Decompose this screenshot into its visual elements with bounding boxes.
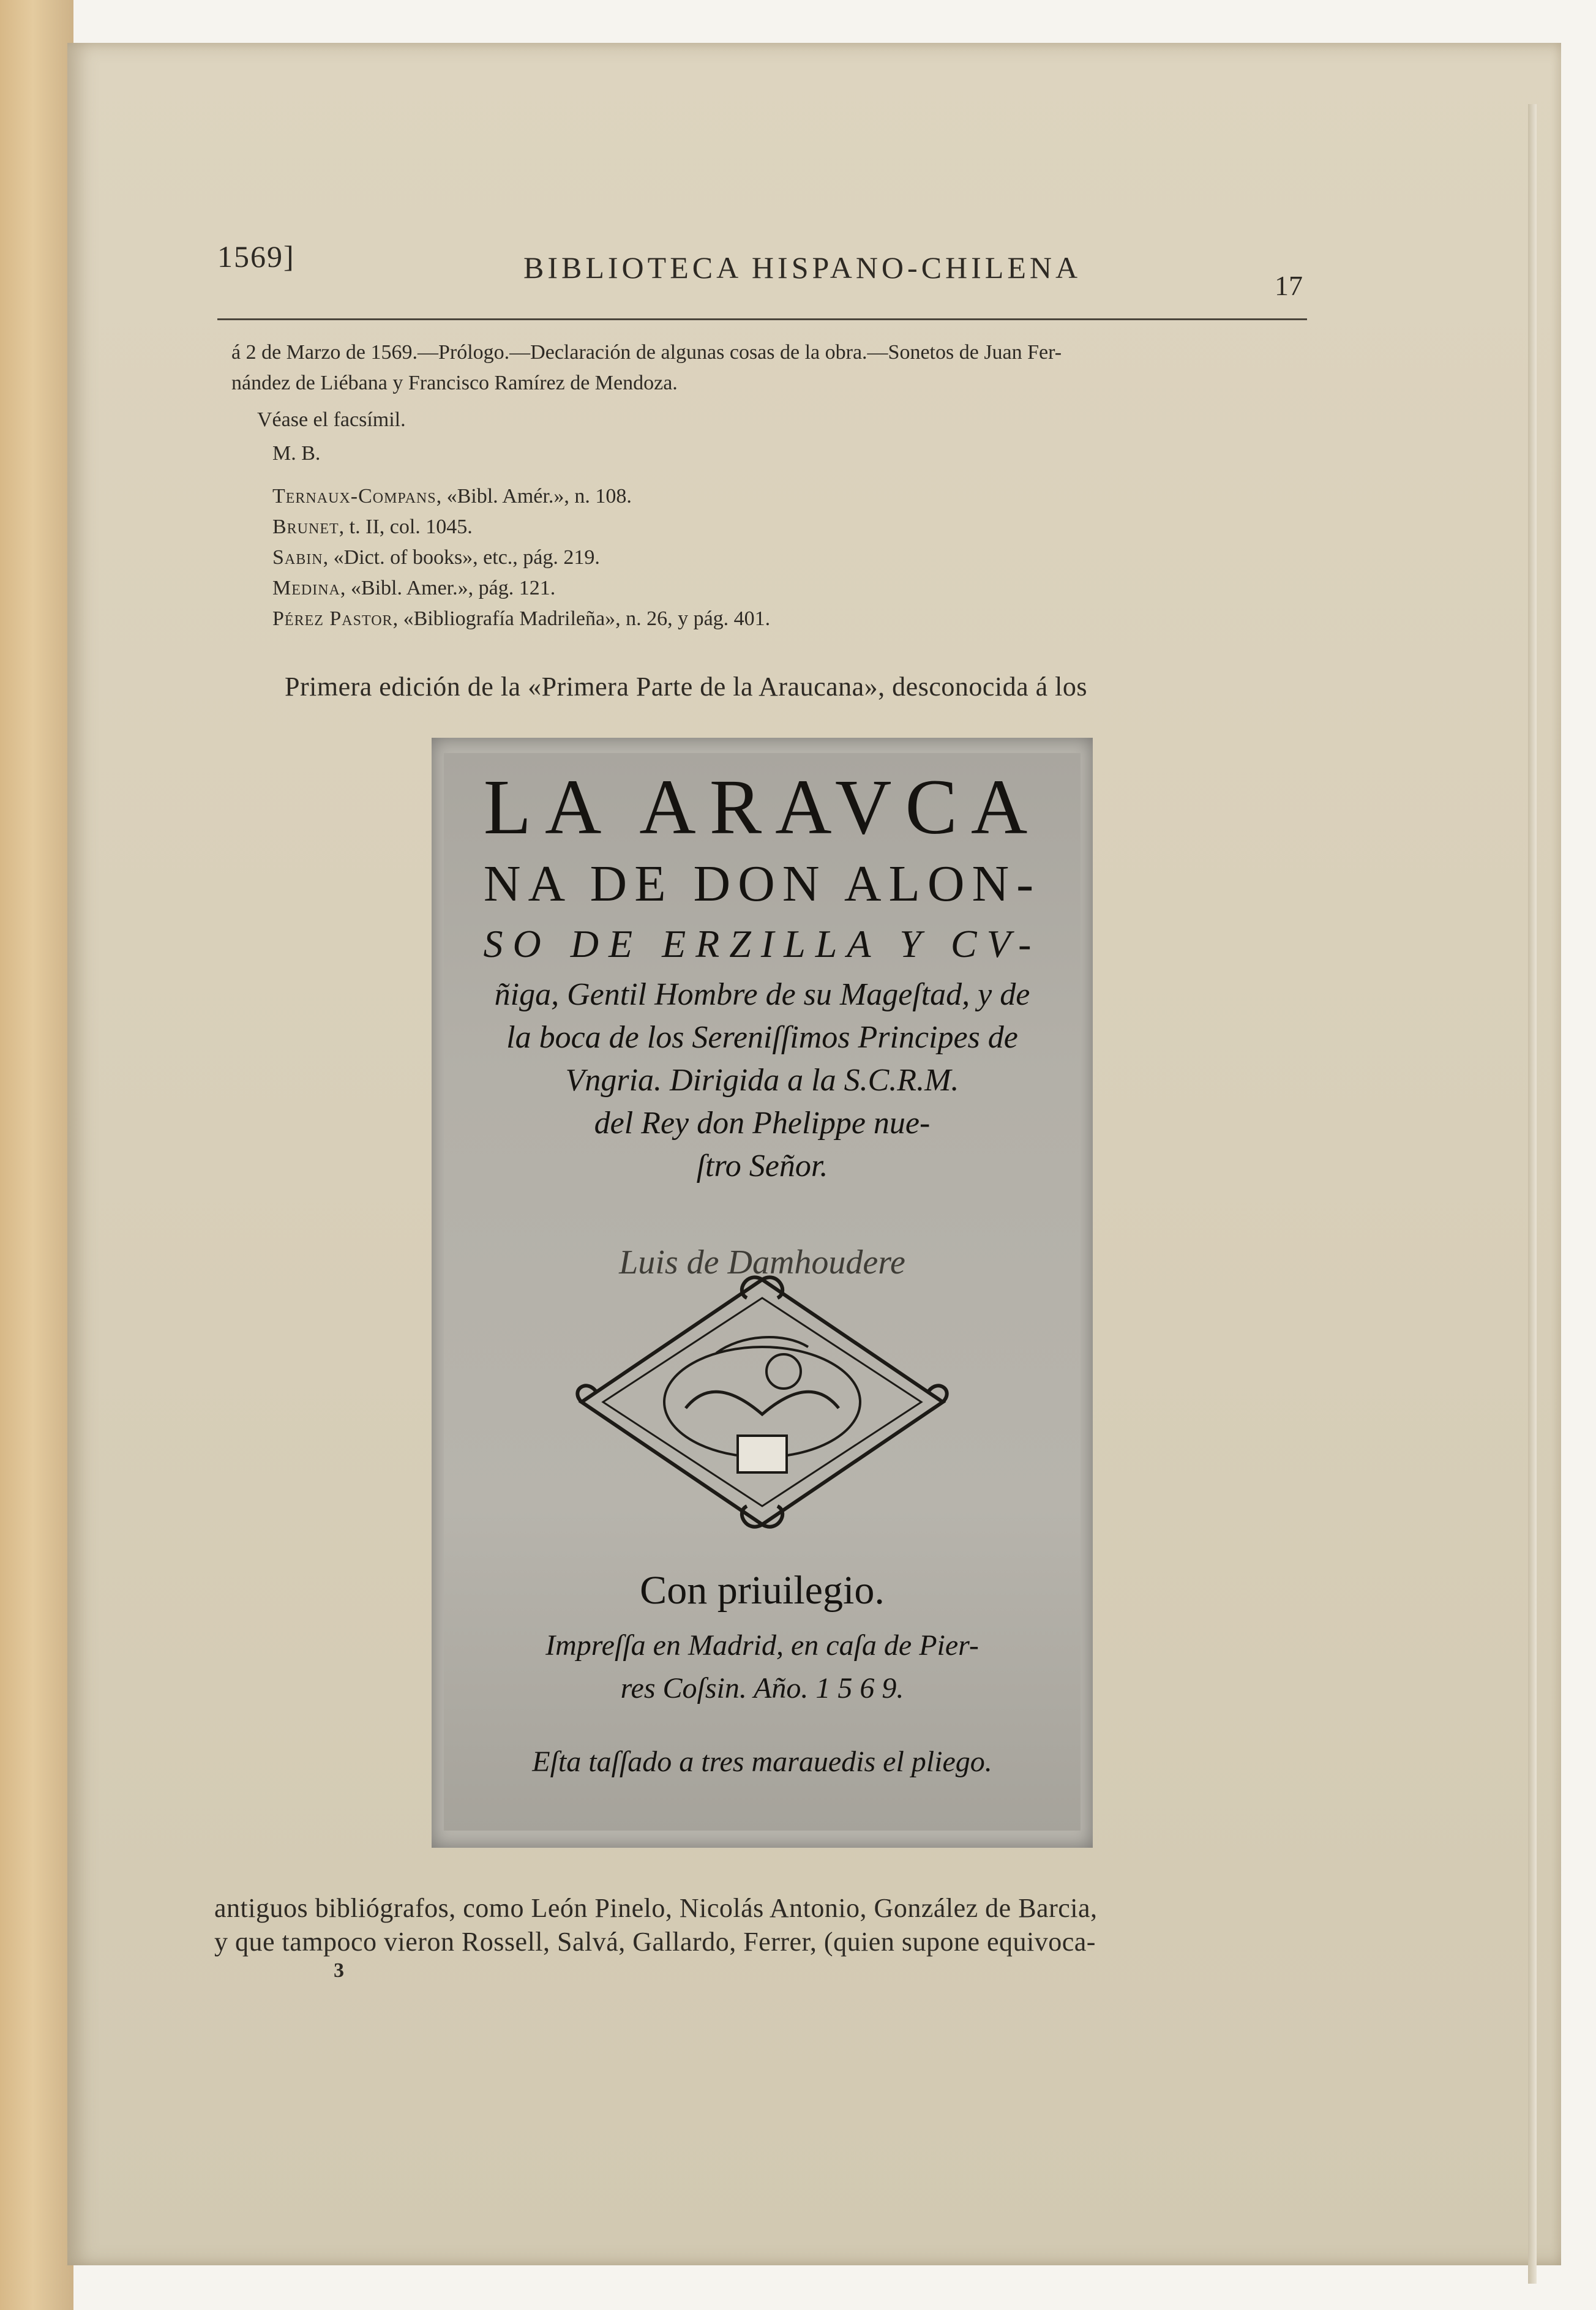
body-line-2: antiguos bibliógrafos, como León Pinelo, Nicolás Antonio, González de Barcia,	[214, 1893, 1098, 1923]
title-page-facsimile	[432, 738, 1093, 1848]
facsimile-text-line-4: ñiga, Gentil Hombre de su Mageſtad, y de	[494, 977, 1030, 1012]
signature-mark: 3	[334, 1959, 344, 1982]
imprint-line-1: Impreſſa en Madrid, en caſa de Pier-	[545, 1629, 979, 1662]
reference-item	[272, 606, 770, 632]
facsimile-text-line-5: la boca de los Sereniſſimos Principes de	[506, 1020, 1018, 1055]
owner-signature: Luis de Damhoudere	[619, 1243, 905, 1281]
reference-item	[272, 545, 600, 571]
imprint-line-2: res Coſsin. Año. 1 5 6 9.	[620, 1672, 904, 1704]
reference-author: Medina	[272, 577, 340, 599]
facsimile-note: Véase el facsímil.	[257, 408, 406, 431]
reference-detail: , «Bibliografía Madrileña», n. 26, y pág. 401.	[392, 607, 771, 630]
facsimile-title-line-1: LA ARAVCA	[483, 763, 1041, 850]
facsimile-title-line-3: SO DE ERZILLA Y CV-	[483, 922, 1041, 966]
running-header	[217, 239, 1307, 300]
facsimile-plate	[444, 753, 1081, 1831]
facsimile-title-line-2: NA DE DON ALON-	[483, 855, 1041, 912]
reference-author: Ternaux-Compans	[272, 485, 436, 508]
page-number: 17	[1275, 270, 1303, 301]
reference-author: Sabin	[272, 546, 323, 569]
reference-item	[272, 576, 555, 601]
page-edge	[1528, 104, 1537, 2284]
printer-device-emblem	[563, 1273, 961, 1531]
reference-detail: , «Bibl. Amér.», n. 108.	[436, 485, 632, 508]
reference-detail: , t. II, col. 1045.	[339, 516, 473, 538]
facsimile-text-line-7: del Rey don Phelippe nue-	[594, 1106, 931, 1141]
body-line-1: Primera edición de la «Primera Parte de la Araucana», desconocida á los	[285, 672, 1088, 702]
location-mark: M. B.	[272, 442, 321, 465]
facsimile-text-line-8: ſtro Señor.	[696, 1149, 828, 1183]
header-year: 1569]	[217, 239, 295, 274]
reference-author: Pérez Pastor	[272, 607, 393, 630]
reference-detail: , «Bibl. Amer.», pág. 121.	[340, 577, 556, 599]
reference-author: Brunet	[272, 516, 339, 538]
book-spine	[0, 0, 73, 2310]
reference-item	[272, 514, 473, 540]
body-line-3: y que tampoco vieron Rossell, Salvá, Gallardo, Ferrer, (quien supone equivoca-	[214, 1927, 1096, 1957]
privilege-line: Con priuilegio.	[640, 1568, 885, 1613]
price-line: Eſta taſſado a tres marauedis el pliego.	[532, 1746, 992, 1778]
header-rule	[217, 318, 1307, 320]
facsimile-text-line-6: Vngria. Dirigida a la S.C.R.M.	[565, 1063, 959, 1098]
note-line-2: nández de Liébana y Francisco Ramírez de Mendoza.	[231, 372, 678, 394]
running-title: BIBLIOTECA HISPANO-CHILENA	[523, 250, 1082, 285]
reference-detail: , «Dict. of books», etc., pág. 219.	[323, 546, 600, 569]
note-line-1: á 2 de Marzo de 1569.—Prólogo.—Declaración de algunas cosas de la obra.—Sonetos de Juan Fer-	[231, 341, 1062, 364]
reference-item	[272, 484, 632, 509]
